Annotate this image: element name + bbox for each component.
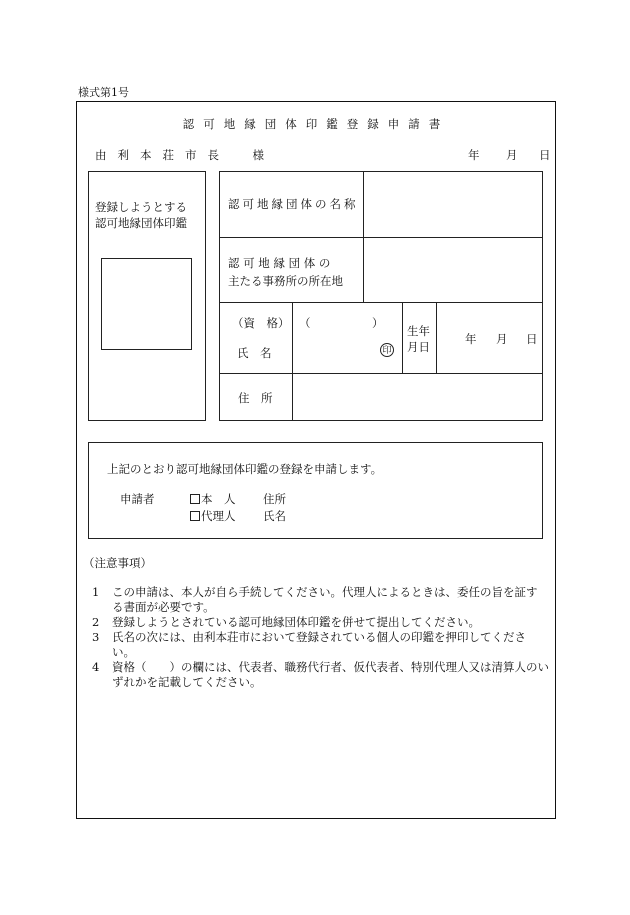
note-line: る書面が必要です。 bbox=[112, 600, 215, 614]
birth-day: 日 bbox=[526, 332, 538, 346]
seal-mark-icon: 印 bbox=[380, 343, 394, 357]
qualification-paren-open: （ bbox=[299, 316, 311, 330]
statement-text: 上記のとおり認可地縁団体印鑑の登録を申請します。 bbox=[107, 462, 383, 476]
date-month: 月 bbox=[506, 148, 518, 162]
table-divider bbox=[219, 302, 543, 303]
seal-impression-area[interactable] bbox=[101, 258, 192, 350]
applicant-self-option[interactable] bbox=[190, 491, 236, 507]
birth-label-line2: 月日 bbox=[407, 340, 430, 354]
name-label: 氏 名 bbox=[237, 346, 272, 360]
note-item bbox=[92, 660, 552, 690]
birth-month: 月 bbox=[496, 332, 508, 346]
note-line: この申請は、本人が自ら手続してください。代理人によるときは、委任の旨を証す bbox=[112, 585, 538, 599]
table-divider bbox=[402, 302, 403, 373]
note-number: 3 bbox=[92, 630, 100, 644]
birth-label-line1: 生年 bbox=[407, 324, 430, 338]
note-number: 2 bbox=[92, 615, 100, 629]
applicant-address-field[interactable] bbox=[292, 489, 532, 505]
note-line: 登録しようとされている認可地縁団体印鑑を併せて提出してください。 bbox=[112, 615, 480, 629]
form-title: 認可地縁団体印鑑登録申請書 bbox=[182, 117, 450, 131]
birth-year: 年 bbox=[465, 332, 477, 346]
table-divider bbox=[292, 302, 293, 421]
birth-date-label bbox=[407, 323, 430, 355]
addressee: 由利本荘市長 様 bbox=[95, 148, 275, 162]
form-number: 様式第1号 bbox=[78, 86, 129, 99]
checkbox-self[interactable] bbox=[190, 494, 200, 504]
applicant-label: 申請者 bbox=[120, 492, 155, 506]
applicant-agent-label: 代理人 bbox=[201, 509, 236, 523]
office-label-line2: 主たる事務所の所在地 bbox=[228, 274, 343, 288]
note-number: 1 bbox=[92, 585, 100, 599]
applicant-address-label: 住所 bbox=[263, 492, 286, 506]
seal-box-label bbox=[95, 199, 187, 231]
note-item bbox=[92, 615, 552, 630]
note-line: い。 bbox=[112, 645, 135, 659]
note-item bbox=[92, 630, 552, 660]
seal-box-label-line1: 登録しようとする bbox=[95, 200, 187, 214]
qualification-paren-close: ） bbox=[372, 316, 384, 330]
table-divider bbox=[219, 373, 543, 374]
office-address-field[interactable] bbox=[364, 238, 542, 301]
applicant-agent-option[interactable] bbox=[190, 508, 236, 524]
note-item bbox=[92, 585, 552, 615]
name-field[interactable] bbox=[296, 338, 376, 360]
address-label: 住 所 bbox=[238, 391, 273, 405]
org-name-label: 認可地縁団体の名称 bbox=[228, 197, 359, 211]
note-line: 資格（ ）の欄には、代表者、職務代行者、仮代表者、特別代理人又は清算人のい bbox=[112, 660, 549, 674]
applicant-name-field[interactable] bbox=[292, 506, 532, 522]
applicant-self-label: 本 人 bbox=[201, 492, 236, 506]
qualification-field[interactable] bbox=[310, 312, 368, 330]
qualification-label: （資 格） bbox=[232, 316, 290, 330]
notes-title: （注意事項） bbox=[83, 556, 152, 570]
note-line: 氏名の次には、由利本荘市において登録されている個人の印鑑を押印してくださ bbox=[112, 630, 526, 644]
date-year: 年 bbox=[468, 148, 480, 162]
note-number: 4 bbox=[92, 660, 100, 674]
seal-box-label-line2: 認可地縁団体印鑑 bbox=[95, 216, 187, 230]
date-day: 日 bbox=[539, 148, 551, 162]
office-label-line1: 認 可 地 縁 団 体 の bbox=[228, 256, 331, 270]
office-address-label bbox=[228, 254, 343, 290]
address-field[interactable] bbox=[294, 375, 542, 420]
org-name-field[interactable] bbox=[364, 172, 542, 236]
table-divider bbox=[436, 302, 437, 373]
note-line: ずれかを記載してください。 bbox=[112, 675, 262, 689]
applicant-name-label: 氏名 bbox=[263, 509, 286, 523]
checkbox-agent[interactable] bbox=[190, 511, 200, 521]
